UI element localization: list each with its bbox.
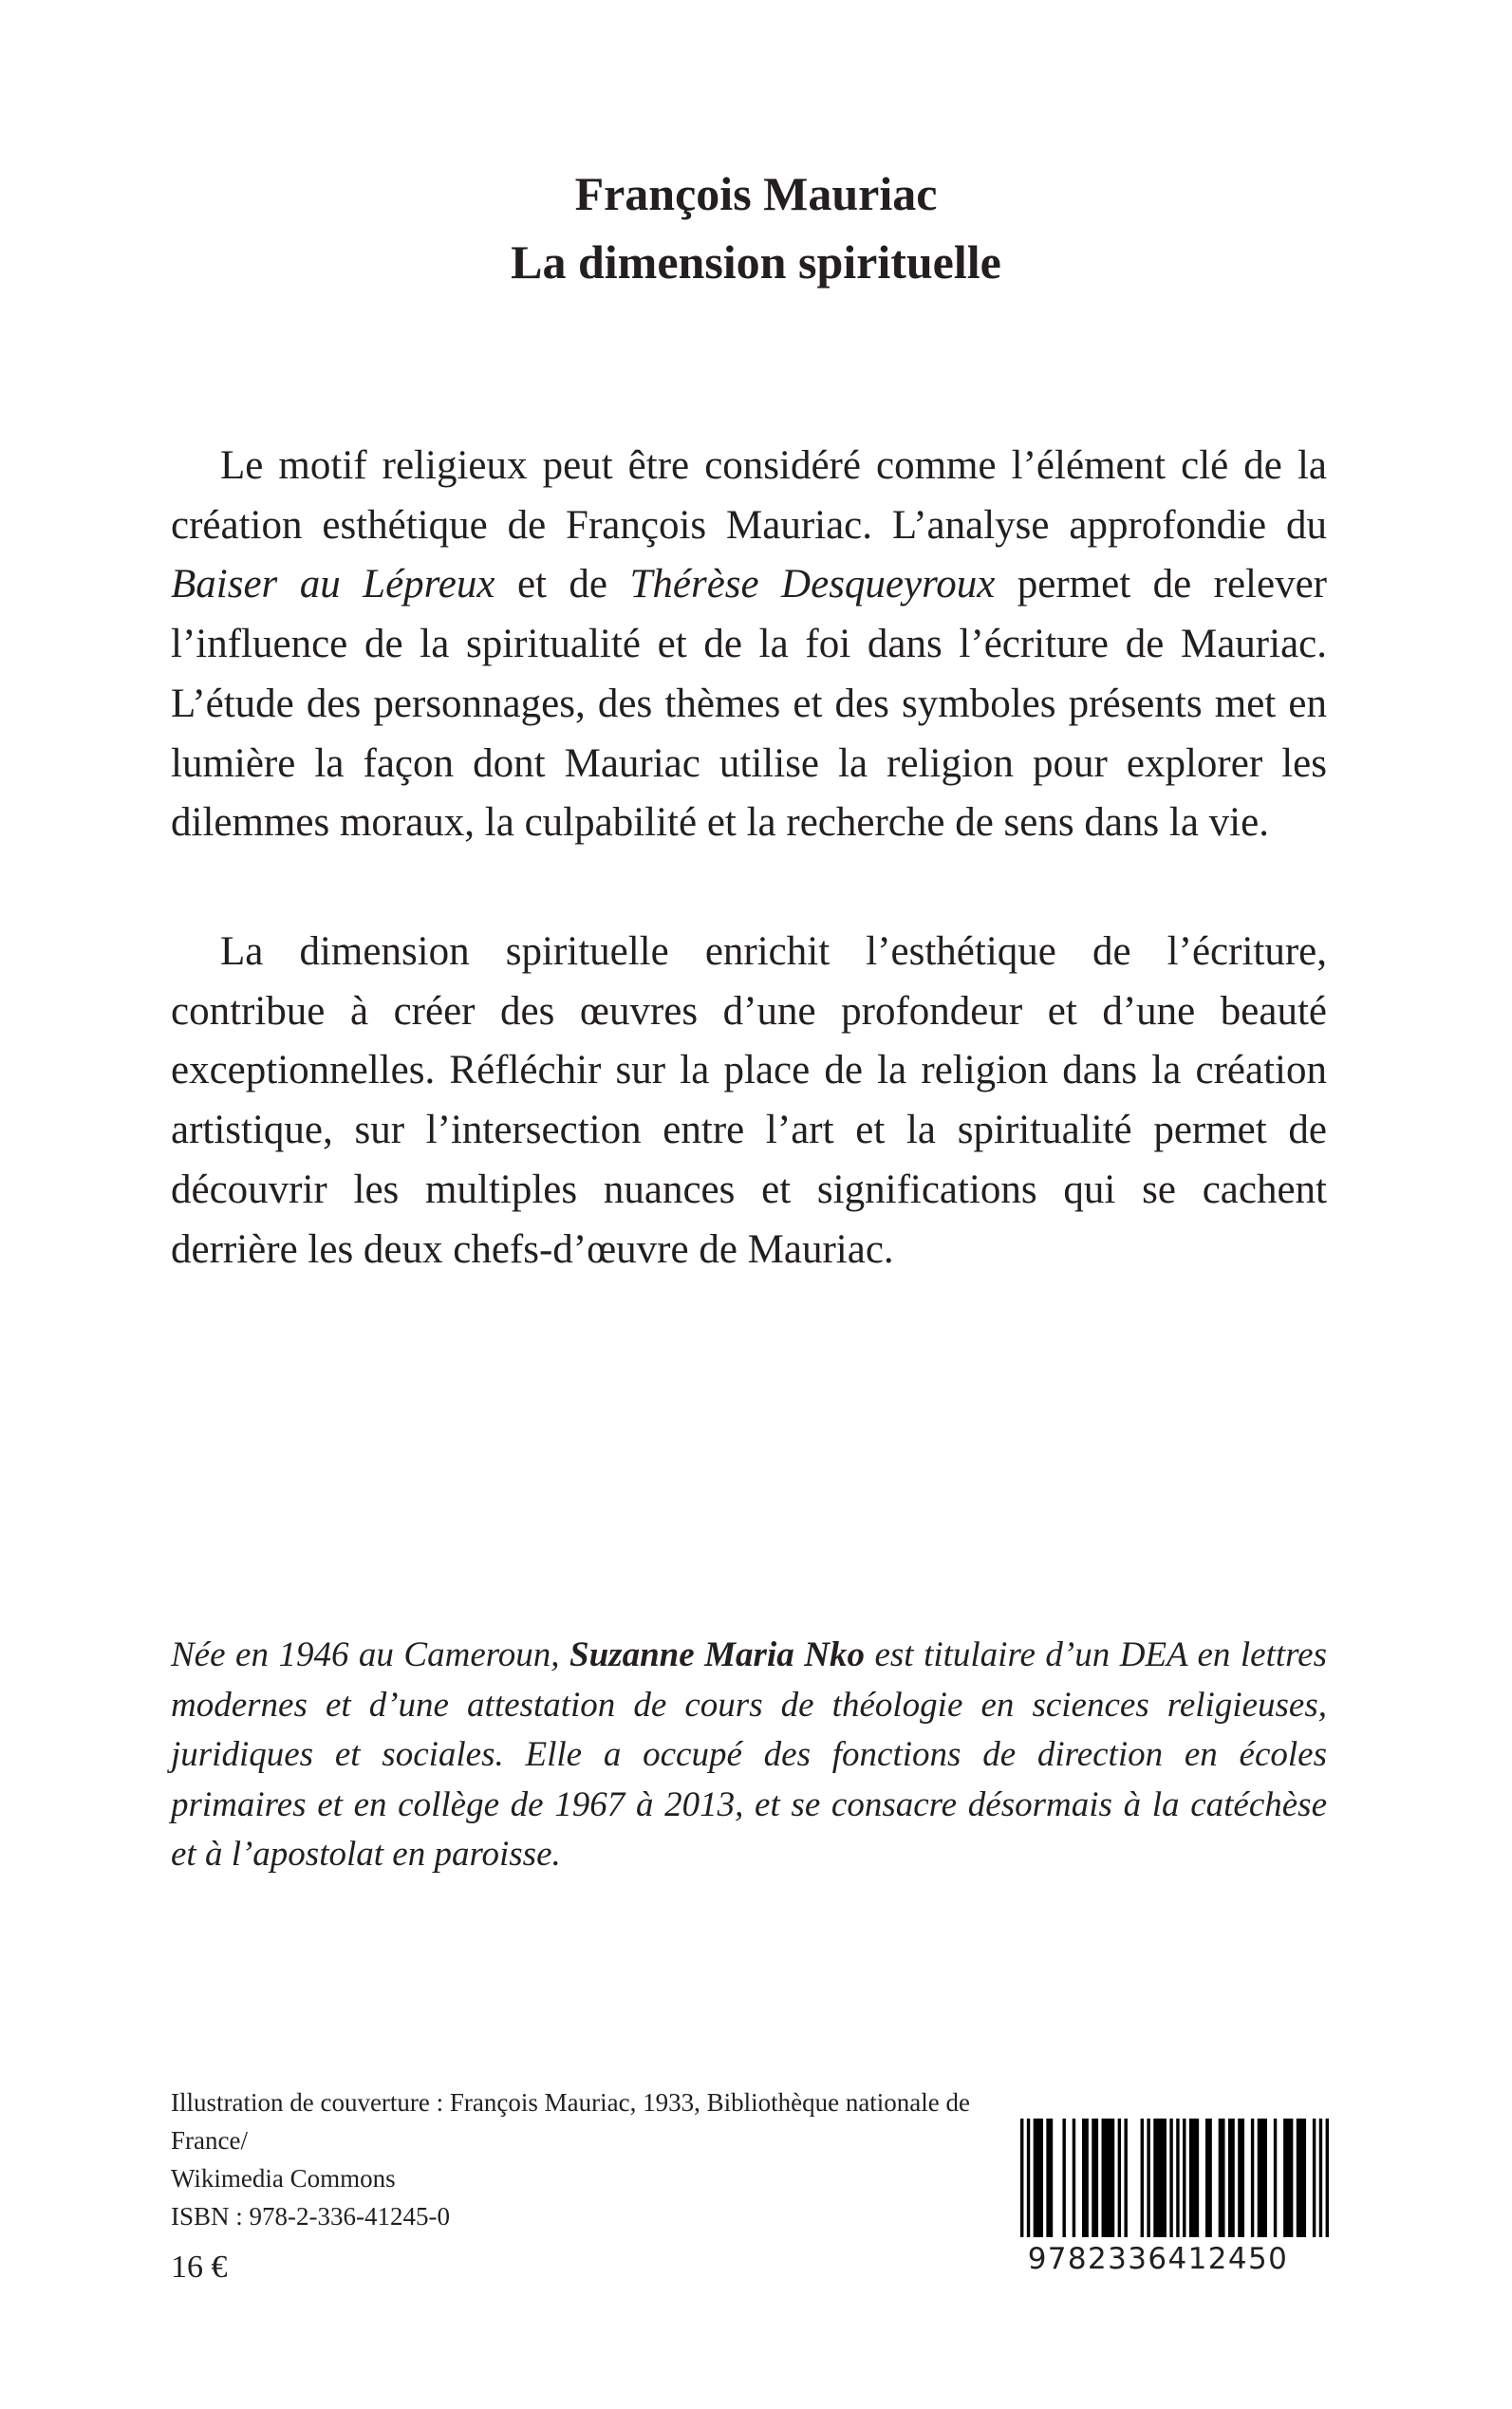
credit-line-1: Illustration de couverture : François Mauriac, 1933, Bibliothèque nationale de France/: [171, 2088, 971, 2155]
barcode-bar: [1062, 2119, 1065, 2237]
isbn-label: ISBN : 978-2-336-41245-0: [171, 2202, 450, 2231]
bio-author-name: Suzanne Maria Nko: [569, 1635, 865, 1674]
barcode-bar: [1169, 2119, 1172, 2237]
barcode-bar: [1297, 2119, 1306, 2237]
barcode-bar: [1124, 2119, 1127, 2237]
barcode-bar: [1147, 2119, 1149, 2237]
book-subtitle: La dimension spirituelle: [511, 235, 1001, 289]
barcode-digits: 9782336412450: [1027, 2242, 1289, 2276]
barcode-bars: [1020, 2119, 1329, 2237]
barcode-bar: [1219, 2119, 1225, 2237]
barcode-bar: [1313, 2119, 1316, 2237]
blurb-paragraph-1: [171, 437, 1327, 853]
barcode-bar: [1153, 2119, 1167, 2237]
bio-lead: Née en 1946 au Cameroun,: [171, 1635, 570, 1674]
barcode-bar: [1319, 2119, 1322, 2237]
barcode-bar: [1092, 2119, 1098, 2237]
barcode-bar: [1073, 2119, 1075, 2237]
barcode-bar: [1183, 2119, 1185, 2237]
barcode-bar: [1189, 2119, 1199, 2237]
barcode-bar: [1228, 2119, 1235, 2237]
credit-line-2: Wikimedia Commons: [171, 2164, 396, 2193]
barcode-bar: [1176, 2119, 1179, 2237]
work-title-baiser: Baiser au Lépreux: [171, 562, 495, 607]
author-bio: [171, 1631, 1327, 1880]
barcode-bar: [1258, 2119, 1267, 2237]
work-title-therese: Thérèse Desqueyroux: [629, 562, 996, 607]
barcode-bar: [1274, 2119, 1277, 2237]
barcode-bar: [1238, 2119, 1244, 2237]
blurb-text: permet de relever l’influence de la spiritualité et de la foi dans l’écriture de Mauriac. L’étude des personnages, des thèmes et des symboles présents met en lumière la façon dont Mauriac utilise la religion pour explorer les dilemmes moraux, la culpabilité et la recherche de sens dans la vie.: [171, 562, 1327, 846]
barcode-bar: [1027, 2119, 1030, 2237]
barcode-bar: [1046, 2119, 1053, 2237]
barcode-bar: [1326, 2119, 1329, 2237]
price-label: 16 €: [171, 2250, 228, 2285]
barcode-bar: [1251, 2119, 1254, 2237]
barcode-bar: [1082, 2119, 1089, 2237]
blurb-text: Le motif religieux peut être considéré comme l’élément clé de la création esthétique de François Mauriac. L’analyse approfondie du: [171, 443, 1327, 548]
cover-credit: [171, 2083, 1025, 2197]
barcode-bar: [1205, 2119, 1212, 2237]
barcode-bar: [1283, 2119, 1293, 2237]
barcode-bar: [1034, 2119, 1043, 2237]
barcode-bar: [1020, 2119, 1023, 2237]
barcode-bar: [1118, 2119, 1121, 2237]
blurb-text: et de: [495, 562, 630, 607]
book-author-title: François Mauriac: [574, 167, 938, 220]
blurb-paragraph-2: La dimension spirituelle enrichit l’esthétique de l’écriture, contribue à créer des œuvres d’une profondeur et d’une beauté exceptionnelles. Réfléchir sur la place de la religion dans la création artistique, sur l’intersection entre l’art et la spiritualité permet de découvrir les multiples nuances et significations qui se cachent derrière les deux chefs-d’œuvre de Mauriac.: [171, 929, 1327, 1272]
bio-text: est titulaire d’un DEA en lettres modernes et d’une attestation de cours de théologie en sciences religieuses, juridiques et sociales. Elle a occupé des fonctions de direction en écoles primaires et en collège de 1967 à 2013, et se consacre désormais à la catéchèse et à l’apostolat en paroisse.: [171, 1635, 1328, 1874]
barcode-bar: [1141, 2119, 1144, 2237]
barcode-bar: [1102, 2119, 1115, 2237]
